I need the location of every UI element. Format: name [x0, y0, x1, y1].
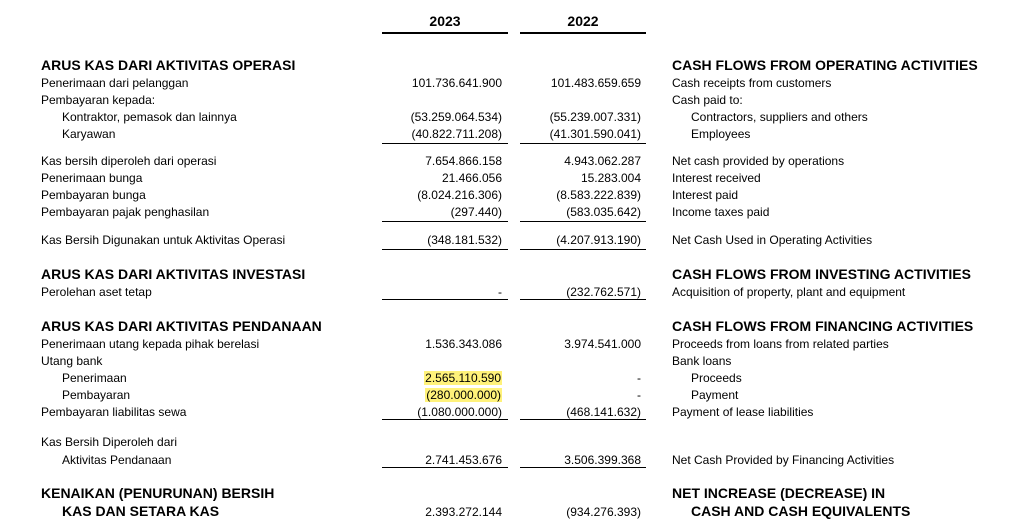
- row-label-id: Pembayaran kepada:: [41, 93, 156, 107]
- subtotal-line: [520, 221, 646, 222]
- total-line: [520, 467, 646, 468]
- row-label-en: Net Cash Used in Operating Activities: [672, 233, 873, 247]
- row-value-2022: (41.301.590.041): [549, 127, 641, 141]
- row-label-en: Proceeds: [691, 371, 742, 385]
- row-label-id: Kas bersih diperoleh dari operasi: [41, 154, 217, 168]
- row-label-id: Penerimaan dari pelanggan: [41, 76, 189, 90]
- row-label-id: Perolehan aset tetap: [41, 285, 152, 299]
- row-label-id: Penerimaan: [62, 371, 127, 385]
- row-value-2023: 101.736.641.900: [411, 76, 502, 90]
- subtotal-line: [382, 419, 508, 420]
- row-value-2022: (4.207.913.190): [556, 233, 641, 247]
- total-line: [520, 299, 646, 300]
- row-label-id: Pembayaran liabilitas sewa: [41, 405, 187, 419]
- row-label-en: Payment: [691, 388, 739, 402]
- row-value-2023: (40.822.711.208): [411, 127, 502, 141]
- row-value-2023: (297.440): [450, 205, 502, 219]
- row-value-2022: 4.943.062.287: [564, 154, 641, 168]
- net-title-id-line1: KENAIKAN (PENURUNAN) BERSIH: [41, 485, 275, 501]
- total-line: [382, 249, 508, 250]
- row-value-2023: (348.181.532): [427, 233, 502, 247]
- row-label-en: Employees: [691, 127, 751, 141]
- row-value-2023: 2.741.453.676: [425, 453, 502, 467]
- net-title-id-line2: KAS DAN SETARA KAS: [62, 503, 220, 519]
- row-label-id: Kas Bersih Digunakan untuk Aktivitas Operasi: [41, 233, 286, 247]
- row-value-2022: (8.583.222.839): [556, 188, 641, 202]
- row-value-2022: -: [637, 388, 641, 402]
- row-label-id: Penerimaan utang kepada pihak berelasi: [41, 337, 260, 351]
- net-value-2023: 2.393.272.144: [425, 505, 502, 519]
- row-value-2023: (1.080.000.000): [417, 405, 502, 419]
- year-header-2022: 2022: [567, 13, 599, 29]
- subtotal-line: [382, 221, 508, 222]
- section-title-operating-id: ARUS KAS DARI AKTIVITAS OPERASI: [41, 57, 296, 73]
- row-value-2023: 21.466.056: [441, 171, 502, 185]
- row-label-en: Acquisition of property, plant and equipment: [672, 285, 906, 299]
- section-title-financing-en: CASH FLOWS FROM FINANCING ACTIVITIES: [672, 318, 974, 334]
- section-title-financing-id: ARUS KAS DARI AKTIVITAS PENDANAAN: [41, 318, 322, 334]
- net-value-2022: (934.276.393): [566, 505, 641, 519]
- row-label-id: Pembayaran bunga: [41, 188, 146, 202]
- row-label-en: Contractors, suppliers and others: [691, 110, 868, 124]
- row-label-en: Cash receipts from customers: [672, 76, 832, 90]
- year-underline-2023: [382, 32, 508, 34]
- row-value-2022: (232.762.571): [566, 285, 641, 299]
- row-value-2023-highlighted: [382, 388, 502, 402]
- highlight-mark: 2.565.110.590: [425, 371, 501, 385]
- row-value-2022: 3.974.541.000: [564, 337, 641, 351]
- row-label-en: Net Cash Provided by Financing Activities: [672, 453, 895, 467]
- row-label-id: Pembayaran pajak penghasilan: [41, 205, 210, 219]
- row-value-2023: 7.654.866.158: [425, 154, 502, 168]
- subtotal-line: [382, 143, 508, 144]
- row-value-2022: 15.283.004: [580, 171, 641, 185]
- row-label-id: Kontraktor, pemasok dan lainnya: [62, 110, 237, 124]
- row-value-2022: (468.141.632): [566, 405, 641, 419]
- section-title-investing-en: CASH FLOWS FROM INVESTING ACTIVITIES: [672, 266, 971, 282]
- row-value-2023: (8.024.216.306): [417, 188, 502, 202]
- section-title-investing-id: ARUS KAS DARI AKTIVITAS INVESTASI: [41, 266, 306, 282]
- row-label-en: Interest received: [672, 171, 761, 185]
- row-label-en: Net cash provided by operations: [672, 154, 845, 168]
- row-value-2022: 101.483.659.659: [550, 76, 641, 90]
- subtotal-line: [520, 143, 646, 144]
- row-value-2023: -: [498, 285, 502, 299]
- row-value-2023: 1.536.343.086: [425, 337, 502, 351]
- row-value-2022: 3.506.399.368: [564, 453, 641, 467]
- total-line: [382, 467, 508, 468]
- row-value-2022: (55.239.007.331): [549, 110, 641, 124]
- row-label-id: Aktivitas Pendanaan: [62, 453, 172, 467]
- total-line: [520, 249, 646, 250]
- row-label-en: Cash paid to:: [672, 93, 743, 107]
- total-line: [382, 299, 508, 300]
- row-value-2022: -: [637, 371, 641, 385]
- row-label-en: Proceeds from loans from related parties: [672, 337, 889, 351]
- row-label-en: Bank loans: [672, 354, 732, 368]
- net-title-en-line2: CASH AND CASH EQUIVALENTS: [691, 503, 911, 519]
- row-label-id: Utang bank: [41, 354, 103, 368]
- row-value-2023: (53.259.064.534): [410, 110, 502, 124]
- row-label-en: Interest paid: [672, 188, 739, 202]
- subtotal-line: [520, 419, 646, 420]
- row-label-en: Income taxes paid: [672, 205, 770, 219]
- year-header-2023: 2023: [429, 13, 461, 29]
- row-label-en: Payment of lease liabilities: [672, 405, 814, 419]
- row-label-id: Karyawan: [62, 127, 116, 141]
- row-label-id: Kas Bersih Diperoleh dari: [41, 435, 178, 449]
- net-title-en-line1: NET INCREASE (DECREASE) IN: [672, 485, 886, 501]
- row-label-id: Pembayaran: [62, 388, 131, 402]
- row-value-2022: (583.035.642): [566, 205, 641, 219]
- row-value-2023-highlighted: [382, 371, 502, 385]
- highlight-mark: (280.000.000): [426, 388, 501, 402]
- section-title-operating-en: CASH FLOWS FROM OPERATING ACTIVITIES: [672, 57, 978, 73]
- year-underline-2022: [520, 32, 646, 34]
- row-label-id: Penerimaan bunga: [41, 171, 143, 185]
